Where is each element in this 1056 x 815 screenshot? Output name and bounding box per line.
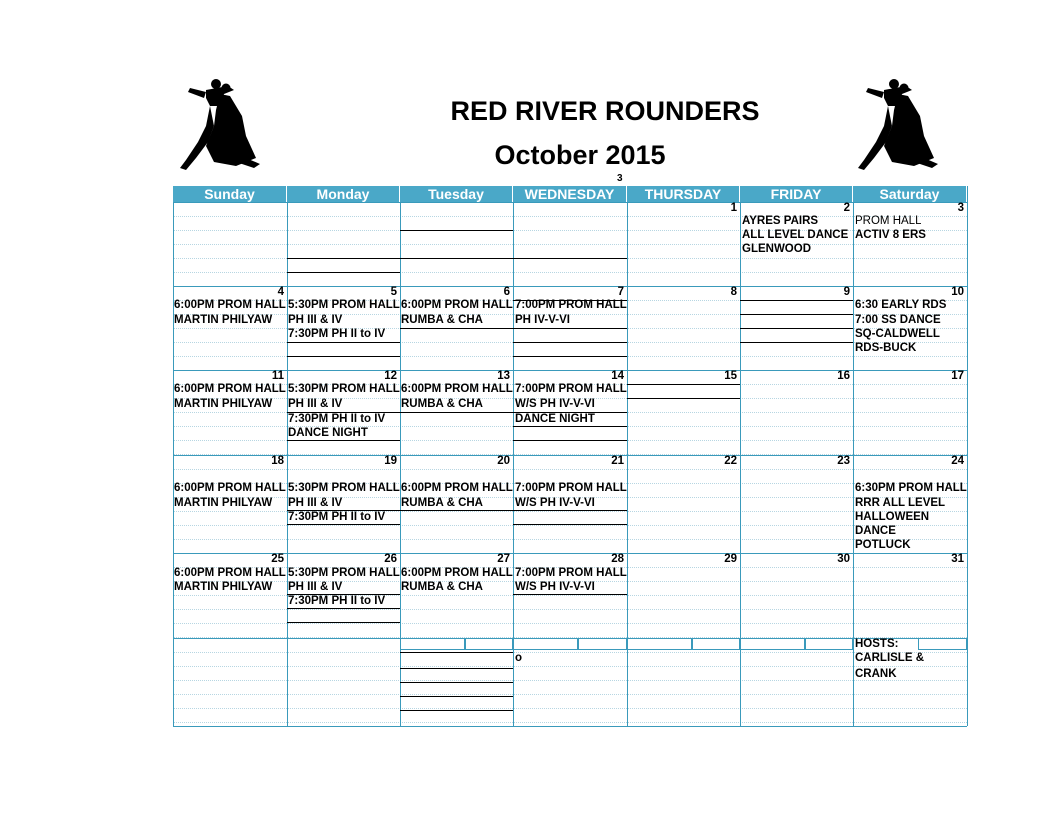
event-text: W/S PH IV-V-VI (515, 581, 595, 593)
grid-line (173, 469, 967, 470)
grid-line (513, 258, 627, 259)
event-text: 7:30PM PH II to IV (288, 511, 386, 523)
event-text: 7:30PM PH II to IV (288, 328, 386, 340)
grid-line (513, 638, 578, 650)
grid-line (287, 342, 400, 343)
grid-line (627, 638, 692, 650)
event-text: PH III & IV (288, 581, 343, 593)
grid-line (400, 230, 513, 231)
grid-line (513, 342, 627, 343)
event-text: 6:00PM PROM HALL (174, 567, 286, 579)
grid-line (513, 524, 627, 525)
event-text: RDS-BUCK (855, 342, 917, 354)
grid-line (967, 186, 968, 726)
event-text: PROM HALL (855, 215, 922, 227)
event-text: 6:00PM PROM HALL (401, 383, 513, 395)
small-note: 3 (617, 173, 623, 184)
day-number: 29 (724, 553, 737, 565)
day-number: 28 (611, 553, 624, 565)
day-number: 6 (503, 286, 510, 298)
grid-line (400, 696, 513, 697)
day-number: 24 (951, 455, 964, 467)
grid-line (740, 342, 853, 343)
event-text: PH III & IV (288, 497, 343, 509)
event-text: 5:30PM PROM HALL (288, 567, 400, 579)
grid-line (287, 608, 400, 609)
event-text: MARTIN PHILYAW (174, 398, 273, 410)
hosts-label: HOSTS: (855, 638, 899, 650)
event-text: W/S PH IV-V-VI (515, 398, 595, 410)
grid-line (513, 510, 627, 511)
day-number: 10 (951, 286, 964, 298)
day-header-tuesday: Tuesday (400, 186, 513, 202)
calendar-grid (173, 186, 967, 726)
day-number: 23 (837, 455, 850, 467)
grid-line (173, 652, 967, 653)
day-header-thursday: THURSDAY (627, 186, 740, 202)
grid-line (740, 328, 853, 329)
grid-line (173, 525, 967, 526)
grid-line (400, 682, 513, 683)
grid-line (513, 440, 627, 441)
day-number: 4 (277, 286, 284, 298)
day-number: 13 (497, 370, 510, 382)
day-number: 18 (271, 455, 284, 467)
event-text: RUMBA & CHA (401, 581, 483, 593)
day-number: 19 (384, 455, 397, 467)
grid-line (627, 398, 740, 399)
event-text: 7:00PM PROM HALL (515, 567, 627, 579)
day-number: 12 (384, 370, 397, 382)
grid-line (287, 356, 400, 357)
event-text: PH III & IV (288, 314, 343, 326)
grid-line (287, 272, 400, 273)
event-text: 6:00PM PROM HALL (174, 383, 286, 395)
event-text: 6:30 EARLY RDS (855, 299, 947, 311)
grid-line (740, 314, 853, 315)
day-number: 21 (611, 455, 624, 467)
month-title: October 2015 (494, 140, 666, 170)
day-number: 20 (497, 455, 510, 467)
grid-line (740, 638, 805, 650)
grid-line (740, 300, 853, 301)
event-text: 7:00PM PROM HALL (515, 299, 627, 311)
event-text: RUMBA & CHA (401, 497, 483, 509)
day-header-friday: FRIDAY (740, 186, 853, 202)
grid-line (627, 384, 740, 385)
event-text: 5:30PM PROM HALL (288, 299, 400, 311)
event-text: POTLUCK (855, 539, 911, 551)
event-text: GLENWOOD (742, 243, 811, 255)
grid-line (173, 722, 967, 723)
grid-line (173, 708, 967, 709)
grid-line (173, 666, 967, 667)
event-text: MARTIN PHILYAW (174, 497, 273, 509)
grid-line (513, 328, 627, 329)
grid-line (400, 668, 513, 669)
day-number: 3 (957, 202, 964, 214)
event-text: 5:30PM PROM HALL (288, 383, 400, 395)
grid-line (805, 638, 853, 650)
day-header-wednesday: WEDNESDAY (513, 186, 627, 202)
event-text: 7:30PM PH II to IV (288, 595, 386, 607)
day-number: 22 (724, 455, 737, 467)
day-number: 30 (837, 553, 850, 565)
day-header-monday: Monday (287, 186, 400, 202)
event-text: MARTIN PHILYAW (174, 581, 273, 593)
grid-line (513, 356, 627, 357)
grid-line (400, 328, 513, 329)
event-text: 6:00PM PROM HALL (401, 482, 513, 494)
grid-line (400, 258, 513, 259)
grid-line (578, 638, 627, 650)
day-number: 1 (730, 202, 737, 214)
day-number: 14 (611, 370, 624, 382)
grid-line (692, 638, 740, 650)
grid-line (173, 609, 967, 610)
day-number: 17 (951, 370, 964, 382)
event-text: DANCE NIGHT (515, 413, 595, 425)
event-text: ACTIV 8 ERS (855, 229, 926, 241)
day-number: 11 (271, 370, 284, 382)
event-text: CARLISLE & (855, 652, 924, 664)
grid-line (173, 623, 967, 624)
day-number: 5 (390, 286, 397, 298)
dancer-silhouette-left (176, 76, 264, 172)
day-number: 8 (730, 286, 737, 298)
event-text: 7:30PM PH II to IV (288, 413, 386, 425)
event-text: 6:00PM PROM HALL (401, 567, 513, 579)
event-text: 7:00PM PROM HALL (515, 383, 627, 395)
day-header-sunday: Sunday (173, 186, 287, 202)
event-text: DANCE NIGHT (288, 427, 368, 439)
day-number: 26 (384, 553, 397, 565)
grid-line (173, 694, 967, 695)
grid-line (287, 258, 400, 259)
event-text: HALLOWEEN (855, 511, 930, 523)
grid-line (465, 638, 513, 650)
grid-line (173, 216, 967, 217)
event-text: 6:00PM PROM HALL (174, 299, 286, 311)
dancer-silhouette-right (856, 76, 944, 172)
grid-line (173, 726, 967, 727)
event-text: SQ-CALDWELL (855, 328, 940, 340)
grid-line (173, 244, 967, 245)
event-text: RUMBA & CHA (401, 314, 483, 326)
event-text: 7:00PM PROM HALL (515, 482, 627, 494)
day-number: 31 (951, 553, 964, 565)
event-text: o (515, 652, 523, 664)
event-text: 6:30PM PROM HALL (855, 482, 967, 494)
grid-line (400, 710, 513, 711)
event-text: ALL LEVEL DANCE (742, 229, 849, 241)
day-number: 2 (843, 202, 850, 214)
event-text: AYRES PAIRS (742, 215, 819, 227)
day-number: 7 (617, 286, 624, 298)
event-text: 6:00PM PROM HALL (401, 299, 513, 311)
event-text: DANCE (855, 525, 896, 537)
grid-line (173, 539, 967, 540)
grid-line (513, 426, 627, 427)
event-text: PH III & IV (288, 398, 343, 410)
event-text: 7:00 SS DANCE (855, 314, 941, 326)
event-text: PH IV-V-VI (515, 314, 570, 326)
grid-line (400, 412, 513, 413)
page-title: RED RIVER ROUNDERS (450, 96, 760, 126)
grid-line (400, 510, 513, 511)
grid-line (400, 652, 513, 653)
day-number: 25 (271, 553, 284, 565)
grid-line (918, 638, 967, 650)
grid-line (287, 524, 400, 525)
grid-line (287, 622, 400, 623)
event-text: RRR ALL LEVEL (855, 497, 946, 509)
grid-line (287, 440, 400, 441)
day-header-saturday: Saturday (853, 186, 967, 202)
grid-line (173, 680, 967, 681)
event-text: 5:30PM PROM HALL (288, 482, 400, 494)
grid-line (513, 594, 627, 595)
event-text: 6:00PM PROM HALL (174, 482, 286, 494)
day-number: 16 (837, 370, 850, 382)
event-text: CRANK (855, 668, 897, 680)
event-text: RUMBA & CHA (401, 398, 483, 410)
day-number: 9 (843, 286, 850, 298)
day-number: 15 (724, 370, 737, 382)
grid-line (400, 638, 465, 650)
day-number: 27 (497, 553, 510, 565)
event-text: MARTIN PHILYAW (174, 314, 273, 326)
event-text: W/S PH IV-V-VI (515, 497, 595, 509)
